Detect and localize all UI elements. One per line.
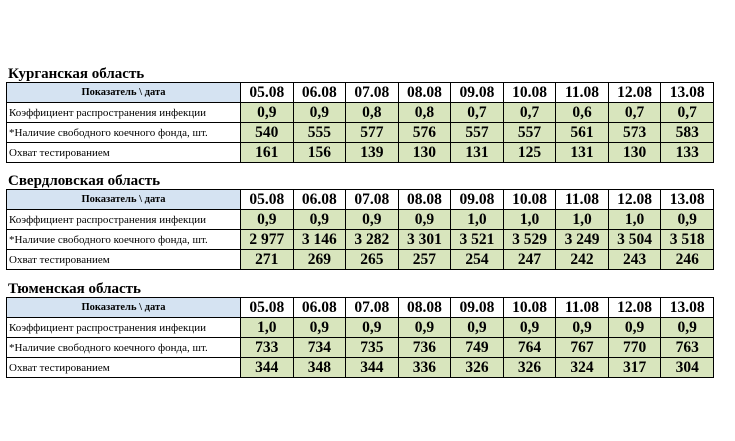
value-cell: 0,9 xyxy=(608,318,661,338)
value-cell: 130 xyxy=(608,143,661,163)
value-cell: 131 xyxy=(451,143,504,163)
table-row xyxy=(7,210,714,230)
value-cell: 0,9 xyxy=(503,318,556,338)
value-cell: 247 xyxy=(503,250,556,270)
date-header-cell: 13.08 xyxy=(661,298,714,318)
date-header-cell: 05.08 xyxy=(241,298,294,318)
header-label-cell: Показатель \ дата xyxy=(7,298,241,318)
value-cell: 246 xyxy=(661,250,714,270)
value-cell: 161 xyxy=(241,143,294,163)
value-cell: 254 xyxy=(451,250,504,270)
value-cell: 0,9 xyxy=(293,210,346,230)
date-header-cell: 10.08 xyxy=(503,83,556,103)
value-cell: 269 xyxy=(293,250,346,270)
date-header-cell: 11.08 xyxy=(556,83,609,103)
value-cell: 139 xyxy=(346,143,399,163)
value-cell: 348 xyxy=(293,358,346,378)
value-cell: 767 xyxy=(556,338,609,358)
date-header-cell: 07.08 xyxy=(346,190,399,210)
row-label-cell: Коэффициент распространения инфекции xyxy=(7,318,241,338)
row-label-cell: Охват тестированием xyxy=(7,358,241,378)
table-row xyxy=(7,358,714,378)
region-title: Тюменская область xyxy=(8,281,141,297)
value-cell: 3 146 xyxy=(293,230,346,250)
value-cell: 0,7 xyxy=(608,103,661,123)
value-cell: 1,0 xyxy=(503,210,556,230)
value-cell: 243 xyxy=(608,250,661,270)
date-header-cell: 13.08 xyxy=(661,83,714,103)
value-cell: 326 xyxy=(503,358,556,378)
table-row xyxy=(7,338,714,358)
value-cell: 0,9 xyxy=(398,318,451,338)
value-cell: 265 xyxy=(346,250,399,270)
value-cell: 557 xyxy=(503,123,556,143)
value-cell: 0,9 xyxy=(661,210,714,230)
region-section xyxy=(6,281,714,378)
value-cell: 2 977 xyxy=(241,230,294,250)
value-cell: 0,9 xyxy=(346,318,399,338)
value-cell: 317 xyxy=(608,358,661,378)
value-cell: 540 xyxy=(241,123,294,143)
date-header-cell: 08.08 xyxy=(398,298,451,318)
value-cell: 735 xyxy=(346,338,399,358)
value-cell: 0,7 xyxy=(451,103,504,123)
header-label-cell: Показатель \ дата xyxy=(7,190,241,210)
value-cell: 733 xyxy=(241,338,294,358)
value-cell: 3 301 xyxy=(398,230,451,250)
row-label-cell: *Наличие свободного коечного фонда, шт. xyxy=(7,338,241,358)
value-cell: 736 xyxy=(398,338,451,358)
value-cell: 257 xyxy=(398,250,451,270)
date-header-cell: 12.08 xyxy=(608,83,661,103)
region-title: Курганская область xyxy=(8,66,145,82)
date-header-cell: 12.08 xyxy=(608,298,661,318)
value-cell: 242 xyxy=(556,250,609,270)
value-cell: 0,9 xyxy=(293,103,346,123)
region-table xyxy=(6,189,714,270)
table-row xyxy=(7,123,714,143)
value-cell: 344 xyxy=(346,358,399,378)
value-cell: 1,0 xyxy=(241,318,294,338)
value-cell: 3 529 xyxy=(503,230,556,250)
value-cell: 130 xyxy=(398,143,451,163)
header-row xyxy=(7,298,714,318)
value-cell: 770 xyxy=(608,338,661,358)
value-cell: 749 xyxy=(451,338,504,358)
table-row xyxy=(7,103,714,123)
region-table xyxy=(6,82,714,163)
value-cell: 1,0 xyxy=(556,210,609,230)
value-cell: 3 521 xyxy=(451,230,504,250)
value-cell: 0,9 xyxy=(346,210,399,230)
value-cell: 3 249 xyxy=(556,230,609,250)
value-cell: 764 xyxy=(503,338,556,358)
header-row xyxy=(7,83,714,103)
date-header-cell: 08.08 xyxy=(398,190,451,210)
table-row xyxy=(7,143,714,163)
value-cell: 0,9 xyxy=(241,210,294,230)
date-header-cell: 09.08 xyxy=(451,190,504,210)
date-header-cell: 09.08 xyxy=(451,83,504,103)
date-header-cell: 10.08 xyxy=(503,298,556,318)
value-cell: 1,0 xyxy=(608,210,661,230)
value-cell: 734 xyxy=(293,338,346,358)
date-header-cell: 09.08 xyxy=(451,298,504,318)
region-table xyxy=(6,297,714,378)
date-header-cell: 12.08 xyxy=(608,190,661,210)
value-cell: 324 xyxy=(556,358,609,378)
value-cell: 573 xyxy=(608,123,661,143)
value-cell: 557 xyxy=(451,123,504,143)
date-header-cell: 13.08 xyxy=(661,190,714,210)
value-cell: 561 xyxy=(556,123,609,143)
header-row xyxy=(7,190,714,210)
value-cell: 0,9 xyxy=(556,318,609,338)
table-row xyxy=(7,318,714,338)
value-cell: 0,9 xyxy=(451,318,504,338)
value-cell: 133 xyxy=(661,143,714,163)
value-cell: 0,6 xyxy=(556,103,609,123)
value-cell: 0,8 xyxy=(346,103,399,123)
value-cell: 304 xyxy=(661,358,714,378)
region-section xyxy=(6,173,714,270)
date-header-cell: 07.08 xyxy=(346,298,399,318)
value-cell: 3 282 xyxy=(346,230,399,250)
date-header-cell: 08.08 xyxy=(398,83,451,103)
date-header-cell: 07.08 xyxy=(346,83,399,103)
row-label-cell: Охват тестированием xyxy=(7,143,241,163)
value-cell: 583 xyxy=(661,123,714,143)
value-cell: 0,9 xyxy=(661,318,714,338)
table-row xyxy=(7,230,714,250)
row-label-cell: *Наличие свободного коечного фонда, шт. xyxy=(7,230,241,250)
value-cell: 3 518 xyxy=(661,230,714,250)
value-cell: 0,7 xyxy=(661,103,714,123)
value-cell: 3 504 xyxy=(608,230,661,250)
date-header-cell: 06.08 xyxy=(293,83,346,103)
row-label-cell: Коэффициент распространения инфекции xyxy=(7,210,241,230)
value-cell: 271 xyxy=(241,250,294,270)
row-label-cell: Коэффициент распространения инфекции xyxy=(7,103,241,123)
value-cell: 344 xyxy=(241,358,294,378)
value-cell: 326 xyxy=(451,358,504,378)
value-cell: 555 xyxy=(293,123,346,143)
date-header-cell: 10.08 xyxy=(503,190,556,210)
region-section xyxy=(6,66,714,163)
region-title: Свердловская область xyxy=(8,173,161,189)
value-cell: 336 xyxy=(398,358,451,378)
value-cell: 0,9 xyxy=(293,318,346,338)
date-header-cell: 11.08 xyxy=(556,298,609,318)
value-cell: 0,8 xyxy=(398,103,451,123)
header-label-cell: Показатель \ дата xyxy=(7,83,241,103)
value-cell: 125 xyxy=(503,143,556,163)
value-cell: 763 xyxy=(661,338,714,358)
date-header-cell: 11.08 xyxy=(556,190,609,210)
value-cell: 577 xyxy=(346,123,399,143)
date-header-cell: 05.08 xyxy=(241,83,294,103)
value-cell: 0,9 xyxy=(398,210,451,230)
value-cell: 576 xyxy=(398,123,451,143)
value-cell: 1,0 xyxy=(451,210,504,230)
value-cell: 0,9 xyxy=(241,103,294,123)
row-label-cell: Охват тестированием xyxy=(7,250,241,270)
date-header-cell: 05.08 xyxy=(241,190,294,210)
date-header-cell: 06.08 xyxy=(293,298,346,318)
value-cell: 131 xyxy=(556,143,609,163)
row-label-cell: *Наличие свободного коечного фонда, шт. xyxy=(7,123,241,143)
table-row xyxy=(7,250,714,270)
value-cell: 0,7 xyxy=(503,103,556,123)
date-header-cell: 06.08 xyxy=(293,190,346,210)
value-cell: 156 xyxy=(293,143,346,163)
